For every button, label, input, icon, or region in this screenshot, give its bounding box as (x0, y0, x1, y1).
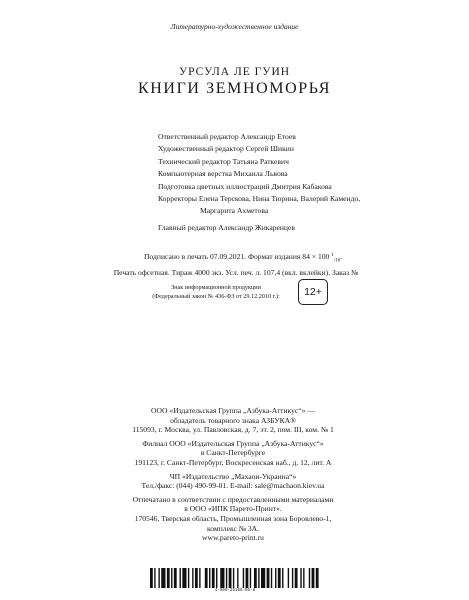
age-sign-law: (Федеральный закон № 436-ФЗ от 29.12.2010 г.): (152, 292, 280, 300)
barcode-bar (303, 568, 304, 588)
imprint-line: в Санкт-Петербурге (200, 448, 266, 458)
barcode-bar (212, 568, 215, 588)
barcode-bar (220, 568, 224, 588)
barcode-bar (243, 568, 244, 588)
barcode-bar (275, 568, 276, 588)
barcode-bar (161, 568, 165, 588)
barcode-bar (205, 568, 208, 588)
imprint-line: 115093, г. Москва, ул. Павловская, д. 7, эт. 2, пом. III, ком. № 1 (132, 425, 334, 435)
barcode-image (150, 568, 320, 588)
barcode-bar (261, 568, 265, 588)
barcode-bar (282, 568, 283, 588)
credit-line: Художественный редактор Сергей Шикин (158, 144, 294, 154)
age-sign-line: Знак информационной продукции (171, 284, 261, 291)
barcode-bar (316, 568, 319, 588)
barcode-bar (250, 568, 251, 588)
barcode-bar (271, 568, 272, 588)
barcode-bar (295, 568, 298, 588)
barcode-bar (229, 568, 232, 588)
credit-line: Ответственный редактор Александр Етоев (158, 132, 296, 141)
barcode-bar (188, 568, 189, 588)
imprint-line: Тел./факс: (044) 490-99-01. E-mail: sale@machaon.kiev.ua (141, 481, 325, 491)
print-run-line: Печать офсетная. Тираж 4000 экз. Усл. печ. л. 107,4 (вкл. вклейки). Заказ № (113, 268, 359, 278)
barcode-digits: 4-900-25165-85-8 (214, 589, 256, 593)
book-title: КНИГИ ЗЕМНОМОРЬЯ (138, 80, 331, 97)
credit-line: Корректоры Елена Терскова, Нина Тюрина, Валерий Камендо, (158, 194, 361, 204)
barcode-bar (246, 568, 249, 588)
barcode-bar (258, 568, 259, 588)
series-line: Литературно-художественное издание (170, 22, 299, 31)
barcode-bar (209, 568, 210, 588)
barcode-bar (309, 568, 310, 588)
imprint-line: 191123, г. Санкт-Петербург, Воскресенская наб., д. 12, лит. А (134, 457, 332, 467)
barcode-bar (300, 568, 301, 588)
credit-line: Технический редактор Татьяна Раткевич (158, 156, 289, 166)
barcode-bar (192, 568, 193, 588)
format-fraction-numerator: 1 (331, 253, 334, 258)
author-name: УРСУЛА ЛЕ ГУИН (178, 66, 291, 78)
barcode-bar (171, 568, 172, 588)
barcode-bar (158, 568, 159, 588)
chief-editor-line: Главный редактор Александр Жикаренцев (158, 222, 295, 232)
barcode-bar (182, 568, 186, 588)
format-fraction-denominator: /16 (333, 258, 341, 264)
barcode-bar (267, 568, 270, 588)
barcode-bar (174, 568, 177, 588)
imprint-line: ЧП «Издательство „Махаон-Украина“» (169, 471, 297, 481)
age-sign-text (145, 284, 287, 301)
barcode-bar (216, 568, 217, 588)
imprint-line: 170546, Тверская область, Промышленная зона Боровлево-1, (134, 513, 332, 523)
imprint-line: www.pareto-print.ru (202, 533, 264, 543)
barcode-bar (226, 568, 227, 588)
imprint-line: Отпечатано в соответствии с предоставленными материалами (132, 494, 334, 504)
credit-continuation: Маргарита Ахметова (200, 206, 269, 216)
barcode-bar (150, 568, 153, 588)
barcode-bar (233, 568, 234, 588)
credits-block (158, 131, 360, 234)
imprint-line: ООО «Издательская Группа „Азбука-Аттикус“» — (151, 406, 315, 415)
barcode-bar (180, 568, 181, 588)
credit-line: Компьютерная верстка Михаила Львова (158, 169, 288, 179)
barcode-bar (237, 568, 238, 588)
print-data-block (96, 250, 376, 279)
barcode-bar (292, 568, 293, 588)
imprint-line: обладатель товарного знака АЗБУКА® (170, 415, 296, 425)
barcode-bar (167, 568, 170, 588)
barcode-bar (254, 568, 257, 588)
barcode-bar (199, 568, 200, 588)
barcode-bar (312, 568, 315, 588)
credit-line: Подготовка цветных иллюстраций Дмитрия Кабакова (158, 181, 332, 191)
print-format-text: Подписано в печать 07.09.2021. Формат издания 84 × 100 (143, 252, 332, 261)
print-format-suffix: . (340, 252, 343, 261)
barcode-bar (278, 568, 281, 588)
imprint-block (88, 406, 378, 543)
barcode-bar (288, 568, 289, 588)
imprint-line: комплекс № 3А. (206, 523, 260, 533)
print-format-line (96, 250, 376, 267)
barcode-bar (154, 568, 155, 588)
barcode-bar (195, 568, 198, 588)
imprint-line: Филиал ООО «Издательская Группа „Азбука-Аттикус“» (142, 438, 324, 448)
imprint-line: в ООО «ИПК Парето-Принт». (184, 504, 282, 514)
age-rating-badge: 12+ (298, 279, 328, 305)
